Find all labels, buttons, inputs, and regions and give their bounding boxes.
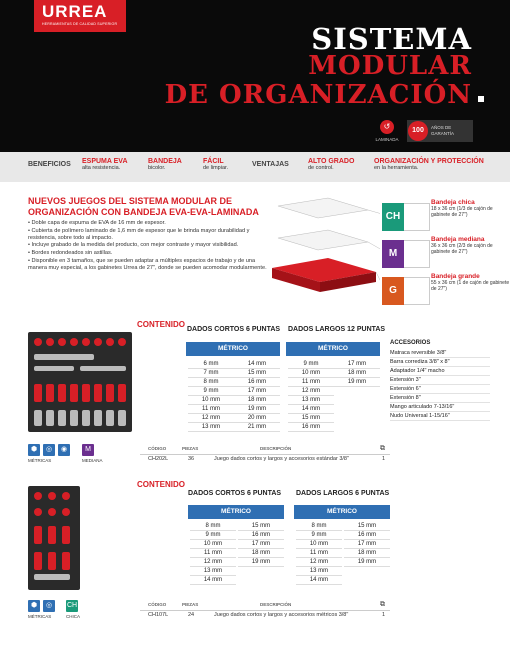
- size-label: CHICA: [66, 614, 81, 619]
- size-cell: 13 mm: [188, 423, 234, 432]
- cart-icon[interactable]: ⧉: [380, 601, 385, 608]
- warranty-number: 100: [408, 121, 428, 141]
- accessory-item: Adaptador 1/4" macho: [390, 367, 490, 376]
- size-cell: 9 mm: [296, 531, 342, 540]
- metric-label: MÉTRICAS: [28, 614, 52, 619]
- order-divider: [140, 454, 390, 455]
- feature-item: • Doble capa de espuma de EVA de 16 mm de espesor.: [28, 220, 166, 226]
- size-cell: 11 mm: [188, 405, 234, 414]
- section1-col1-a: [188, 360, 234, 432]
- section2-col1-metric-header: MÉTRICO: [188, 505, 284, 519]
- size-cell: 10 mm: [190, 540, 236, 549]
- size-cell: 13 mm: [296, 567, 342, 576]
- size-cell: 14 mm: [288, 405, 334, 414]
- size-cell: 13 mm: [288, 396, 334, 405]
- benefits-heading: BENEFICIOS: [28, 161, 71, 168]
- benefit-bandeja: BANDEJA bicolor.: [148, 158, 182, 171]
- advantages-heading: VENTAJAS: [252, 161, 289, 168]
- size-cell: 8 mm: [296, 522, 342, 531]
- size-g-frame: [404, 277, 430, 305]
- section2-col2-b: [344, 522, 390, 567]
- size-m-icon: M: [82, 444, 94, 456]
- hero-title-line2: MODULAR: [308, 51, 472, 81]
- brand-name: URREA: [42, 2, 108, 21]
- product-photo-ch107l: [28, 486, 80, 590]
- size-cell: 10 mm: [296, 540, 342, 549]
- size-cell: 11 mm: [288, 378, 334, 387]
- section1-content-label: CONTENIDO: [137, 320, 185, 329]
- size-cell: 15 mm: [344, 522, 390, 531]
- size-m-block: M: [382, 240, 404, 268]
- section2-content-label: CONTENIDO: [137, 480, 185, 489]
- order-desc: Juego dados cortos y largos y accesorios métricos 3/8": [214, 612, 349, 618]
- socket-icon: ⬢: [28, 600, 40, 612]
- section1-col1-metric-header: MÉTRICO: [186, 342, 280, 356]
- metric-icon: ◎: [43, 444, 55, 456]
- socket-icon: ⬢: [28, 444, 40, 456]
- size-cell: 12 mm: [288, 387, 334, 396]
- size-cell: 19 mm: [344, 558, 390, 567]
- size-ch-icon: CH: [66, 600, 78, 612]
- order-table-ch107l: [140, 602, 390, 622]
- laminada-label: LAMINADA: [375, 137, 399, 142]
- size-cell: 14 mm: [234, 360, 280, 369]
- section1-col1-title: DADOS CORTOS 6 PUNTAS: [187, 326, 281, 333]
- size-cell: 12 mm: [190, 558, 236, 567]
- size-cell: 14 mm: [296, 576, 342, 585]
- size-cell: 9 mm: [288, 360, 334, 369]
- brand-tagline: HERRAMIENTAS DE CALIDAD SUPERIOR: [42, 22, 118, 26]
- size-cell: 20 mm: [234, 414, 280, 423]
- order-table-ch202l: [140, 446, 390, 466]
- size-cell: 9 mm: [190, 531, 236, 540]
- metric-icon: ◎: [43, 600, 55, 612]
- size-cell: 10 mm: [188, 396, 234, 405]
- size-cell: 18 mm: [344, 549, 390, 558]
- size-cell: 21 mm: [234, 423, 280, 432]
- section1-col1-b: [234, 360, 280, 432]
- feature-list: [28, 220, 268, 273]
- order-pieces: 36: [188, 456, 195, 462]
- accessory-item: Extensión 8": [390, 394, 490, 403]
- order-header-code: CÓDIGO: [148, 602, 167, 607]
- order-qty: 1: [382, 456, 386, 462]
- size-cell: 16 mm: [344, 531, 390, 540]
- size-cell: 19 mm: [238, 558, 284, 567]
- section2-col1-b: [238, 522, 284, 567]
- hero-banner: [0, 0, 510, 152]
- size-cell: 9 mm: [188, 387, 234, 396]
- section1-col2-a: [288, 360, 334, 432]
- benefit-espuma: ESPUMA EVA alta resistencia.: [82, 158, 128, 171]
- urrea-logo[interactable]: [34, 0, 126, 32]
- laminada-badge: [372, 120, 402, 148]
- accessory-item: Extensión 3": [390, 376, 490, 385]
- section1-col2-title: DADOS LARGOS 12 PUNTAS: [288, 326, 386, 333]
- size-cell: 15 mm: [288, 414, 334, 423]
- feature-item: • Bordes redondeados sin astillas.: [28, 250, 113, 257]
- size-cell: 17 mm: [234, 387, 280, 396]
- feature-item: • Incluye grabado de la medida del producto, con mejor contraste y mayor visibilidad.: [28, 242, 239, 249]
- order-header-pieces: PIEZAS: [182, 602, 199, 607]
- accessory-item: Barra corrediza 3/8" x 8": [390, 358, 490, 367]
- size-cell: 17 mm: [238, 540, 284, 549]
- size-cell: 15 mm: [234, 369, 280, 378]
- section2-col1-a: [190, 522, 236, 585]
- feature-item: • Disponible en 3 tamaños, que se pueden adaptar a múltiples espacios de trabajo y de una manera muy especial, a los gabinetes Urrea de 27", donde se pueden acomodar modularmente.: [28, 257, 267, 271]
- size-cell: 6 mm: [188, 360, 234, 369]
- section1-col2-metric-header: MÉTRICO: [286, 342, 380, 356]
- size-ch-label: Bandeja chica 18 x 36 cm (1/3 de cajón de gabinete de 27"): [431, 199, 493, 218]
- size-cell: 19 mm: [334, 378, 380, 387]
- size-cell: 17 mm: [334, 360, 380, 369]
- order-header-desc: DESCRIPCIÓN: [260, 446, 292, 451]
- drive-icon: ◉: [58, 444, 70, 456]
- size-cell: 8 mm: [190, 522, 236, 531]
- size-cell: 19 mm: [234, 405, 280, 414]
- accessory-item: Nudo Universal 1-15/16": [390, 412, 490, 421]
- size-ch-block: CH: [382, 203, 404, 231]
- section2-col2-metric-header: MÉTRICO: [294, 505, 390, 519]
- order-divider: [140, 610, 390, 611]
- warranty-label: AÑOS DE GARANTÍA: [431, 125, 455, 136]
- product-photo-ch202l: [28, 332, 132, 432]
- size-ch-frame: [404, 203, 430, 231]
- size-m-frame: [404, 240, 430, 268]
- tray-layers-illustration: [268, 196, 380, 308]
- size-cell: 7 mm: [188, 369, 234, 378]
- section2-col2-title: DADOS LARGOS 6 PUNTAS: [296, 490, 390, 497]
- size-cell: 14 mm: [190, 576, 236, 585]
- order-code: CH202L: [148, 456, 169, 462]
- size-g-label: Bandeja grande 55 x 36 cm (1 de cajón de gabinete de 27"): [431, 273, 510, 292]
- size-cell: 12 mm: [188, 414, 234, 423]
- order-code: CH107L: [148, 612, 169, 618]
- size-cell: 11 mm: [190, 549, 236, 558]
- benefits-bar: [0, 152, 510, 182]
- feature-item: • Cubierta de polímero laminado de 1,6 mm de espesor que le brinda mayor durabilidad y resistencia, sobre todo al impacto.: [28, 227, 250, 241]
- size-label: MEDIANA: [82, 458, 103, 463]
- size-cell: 15 mm: [238, 522, 284, 531]
- section1-col2-b: [334, 360, 380, 387]
- size-cell: 10 mm: [288, 369, 334, 378]
- size-cell: 18 mm: [234, 396, 280, 405]
- size-cell: 11 mm: [296, 549, 342, 558]
- size-cell: 16 mm: [288, 423, 334, 432]
- order-qty: 1: [382, 612, 386, 618]
- advantage-control: ALTO GRADO de control.: [308, 158, 355, 171]
- size-cell: 8 mm: [188, 378, 234, 387]
- hero-title-line3: DE ORGANIZACIÓN: [164, 80, 472, 110]
- size-cell: 17 mm: [344, 540, 390, 549]
- metric-label: MÉTRICAS: [28, 458, 52, 463]
- title-dot: [478, 96, 484, 102]
- cart-icon[interactable]: ⧉: [380, 445, 385, 452]
- size-cell: 18 mm: [238, 549, 284, 558]
- hero-title-line1: SISTEMA: [311, 22, 472, 56]
- order-pieces: 24: [188, 612, 195, 618]
- accessory-item: Mango articulado 7-13/16": [390, 403, 490, 412]
- size-g-block: G: [382, 277, 404, 305]
- order-header-code: CÓDIGO: [148, 446, 167, 451]
- size-cell: 16 mm: [238, 531, 284, 540]
- intro-title: NUEVOS JUEGOS DEL SISTEMA MODULAR DE ORGANIZACIÓN CON BANDEJA EVA-EVA-LAMINADA: [28, 196, 259, 217]
- accessories-list: [390, 349, 490, 421]
- advantage-organizacion: ORGANIZACIÓN Y PROTECCIÓN en la herramienta.: [374, 158, 484, 171]
- size-m-label: Bandeja mediana 36 x 36 cm (2/3 de cajón de gabinete de 27"): [431, 236, 493, 255]
- order-desc: Juego dados cortos y largos y accesorios estándar 3/8": [214, 456, 349, 462]
- size-cell: 13 mm: [190, 567, 236, 576]
- warranty-badge: [407, 120, 473, 142]
- order-header-desc: DESCRIPCIÓN: [260, 602, 292, 607]
- section2-col1-title: DADOS CORTOS 6 PUNTAS: [188, 490, 282, 497]
- laminada-icon: ↺: [380, 120, 394, 134]
- benefit-facil: FÁCIL de limpiar.: [203, 158, 229, 171]
- accessory-item: Extensión 6": [390, 385, 490, 394]
- order-header-pieces: PIEZAS: [182, 446, 199, 451]
- accessory-item: Matraca reversible 3/8": [390, 349, 490, 358]
- section2-col2-a: [296, 522, 342, 585]
- size-cell: 18 mm: [334, 369, 380, 378]
- size-cell: 16 mm: [234, 378, 280, 387]
- size-cell: 12 mm: [296, 558, 342, 567]
- accessories-title: ACCESORIOS: [390, 340, 431, 346]
